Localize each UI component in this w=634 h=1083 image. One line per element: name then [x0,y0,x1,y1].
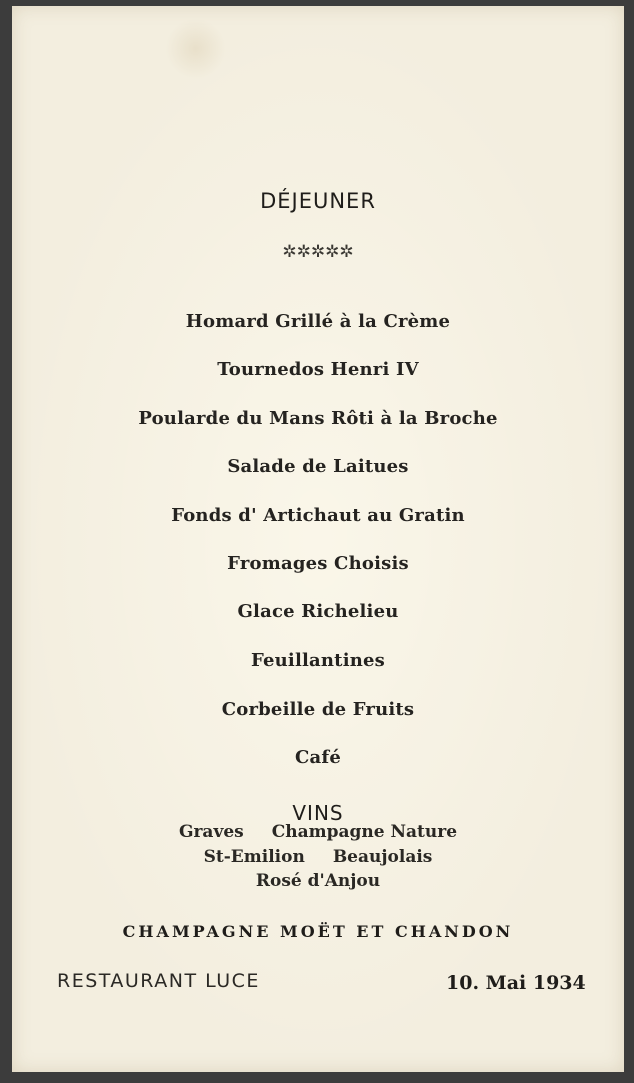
wine-line [12,847,624,867]
menu-card [12,6,624,1072]
menu-date: 10. Mai 1934 [446,972,586,994]
wine-graves: Graves [178,822,244,842]
star-ornament: ✲✲✲✲✲ [282,242,354,262]
menu-title: DÉJEUNER [260,189,376,213]
champagne-brand: CHAMPAGNE MOËT ET CHANDON [122,922,514,941]
course-item: Café [295,747,341,768]
wine-beaujolais: Beaujolais [332,847,433,867]
course-item: Homard Grillé à la Crème [185,311,451,332]
course-item: Salade de Laitues [227,456,409,477]
wine-line [12,822,624,842]
wine-champagne-nature: Champagne Nature [271,822,458,842]
wine-st-emilion: St-Emilion [203,847,305,867]
course-item: Poularde du Mans Rôti à la Broche [138,408,498,429]
course-item: Corbeille de Fruits [221,699,415,720]
wine-rose-anjou: Rosé d'Anjou [255,871,381,891]
course-item: Feuillantines [250,650,386,671]
course-item: Fromages Choisis [227,553,409,574]
course-item: Glace Richelieu [237,601,399,622]
course-item: Fonds d' Artichaut au Gratin [171,505,465,526]
course-item: Tournedos Henri IV [217,359,419,380]
wines-heading: VINS [292,801,344,825]
restaurant-name: RESTAURANT LUCE [57,970,260,992]
